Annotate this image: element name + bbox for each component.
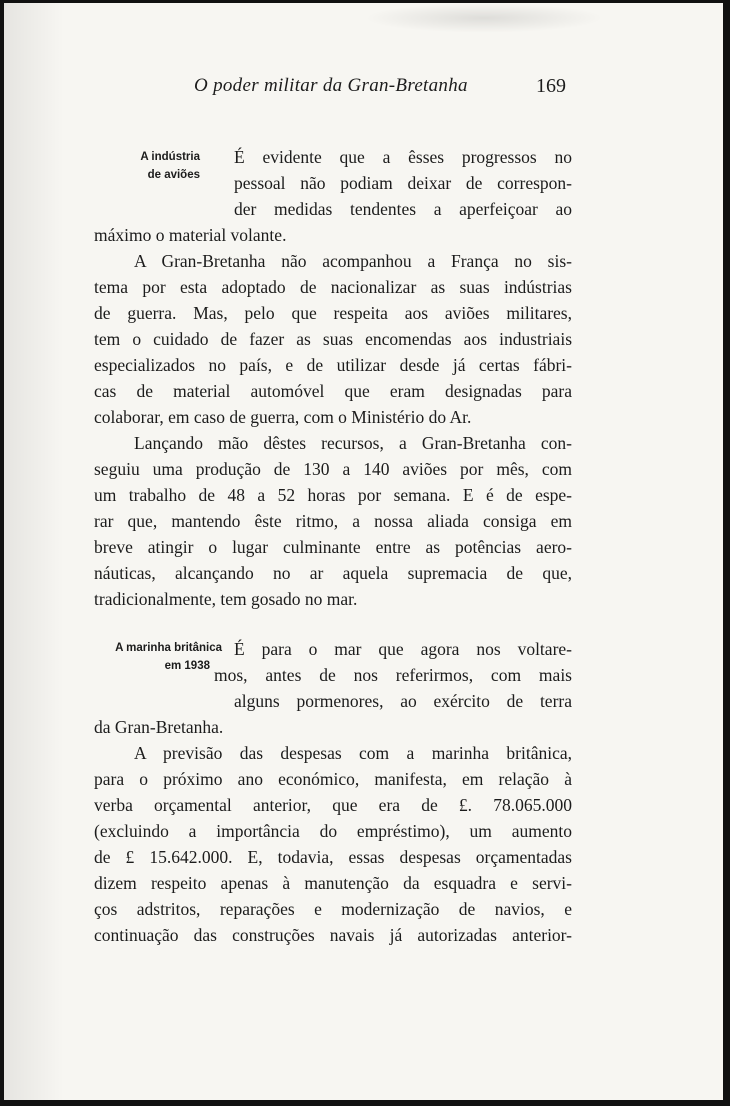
text-line: máximo o material volante. (94, 225, 287, 245)
text-line: colaborar, em caso de guerra, com o Ministério do Ar. (94, 407, 472, 427)
scan-smudge (364, 3, 604, 33)
text-line: rar que, mantendo êste ritmo, a nossa aliada consiga em (94, 511, 572, 531)
margin-note-line: A marinha britânica (115, 642, 222, 654)
text-line: de guerra. Mas, pelo que respeita aos aviões militares, (94, 303, 572, 323)
text-line: É para o mar que agora nos voltare- (234, 639, 572, 659)
text-line: mos, antes de nos referirmos, com mais (214, 665, 572, 685)
text-line: Lançando mão dêstes recursos, a Gran-Bretanha con- (134, 433, 572, 453)
text-line: náuticas, alcançando no ar aquela supremacia de que, (94, 563, 572, 583)
text-line: da Gran-Bretanha. (94, 717, 224, 737)
text-line: A previsão das despesas com a marinha britânica, (134, 743, 572, 763)
margin-note-line: de aviões (147, 169, 200, 181)
text-line: continuação das construções navais já autorizadas anterior- (94, 925, 572, 945)
paragraph-navy-intro (94, 636, 572, 740)
text-line: tema por esta adoptado de nacionalizar as suas indústrias (94, 277, 572, 297)
text-line: A Gran-Bretanha não acompanhou a França no sis- (134, 251, 572, 271)
page-header (4, 75, 723, 105)
text-line: um trabalho de 48 a 52 horas por semana. E é de espe- (94, 485, 572, 505)
page-number: 169 (536, 75, 566, 97)
text-line: seguiu uma produção de 130 a 140 aviões por mês, com (94, 459, 572, 479)
text-line: dizem respeito apenas à manutenção da esquadra e servi- (94, 873, 572, 893)
text-line: verba orçamental anterior, que era de £. 78.065.000 (94, 795, 572, 815)
page-edge-shadow (4, 3, 64, 1100)
text-line: para o próximo ano económico, manifesta, em relação à (94, 769, 572, 789)
text-line: tradicionalmente, tem gosado no mar. (94, 589, 358, 609)
margin-note-line: em 1938 (164, 660, 210, 672)
paragraph-production (94, 430, 572, 612)
text-line: alguns pormenores, ao exército de terra (234, 691, 572, 711)
text-line: breve atingir o lugar culminante entre as potências aero- (94, 537, 572, 557)
text-line: tem o cuidado de fazer as suas encomendas aos industriais (94, 329, 572, 349)
text-line: cas de material automóvel que eram designadas para (94, 381, 572, 401)
text-line: ços adstritos, reparações e modernização de navios, e (94, 899, 572, 919)
text-line: especializados no país, e de utilizar desde já certas fábri- (94, 355, 572, 375)
running-title: O poder militar da Gran-Bretanha (194, 75, 468, 96)
text-line: der medidas tendentes a aperfeiçoar ao (234, 199, 572, 219)
text-line: É evidente que a êsses progressos no (234, 147, 572, 167)
paragraph-nationalization (94, 248, 572, 430)
paragraph-navy-budget (94, 740, 572, 948)
margin-note-line: A indústria (140, 151, 200, 163)
text-line: de £ 15.642.000. E, todavia, essas despesas orçamentadas (94, 847, 572, 867)
paragraph-aircraft-intro (94, 144, 572, 248)
book-page (4, 3, 723, 1100)
text-line: pessoal não podiam deixar de correspon- (234, 173, 572, 193)
text-line: (excluindo a importância do empréstimo), um aumento (94, 821, 572, 841)
